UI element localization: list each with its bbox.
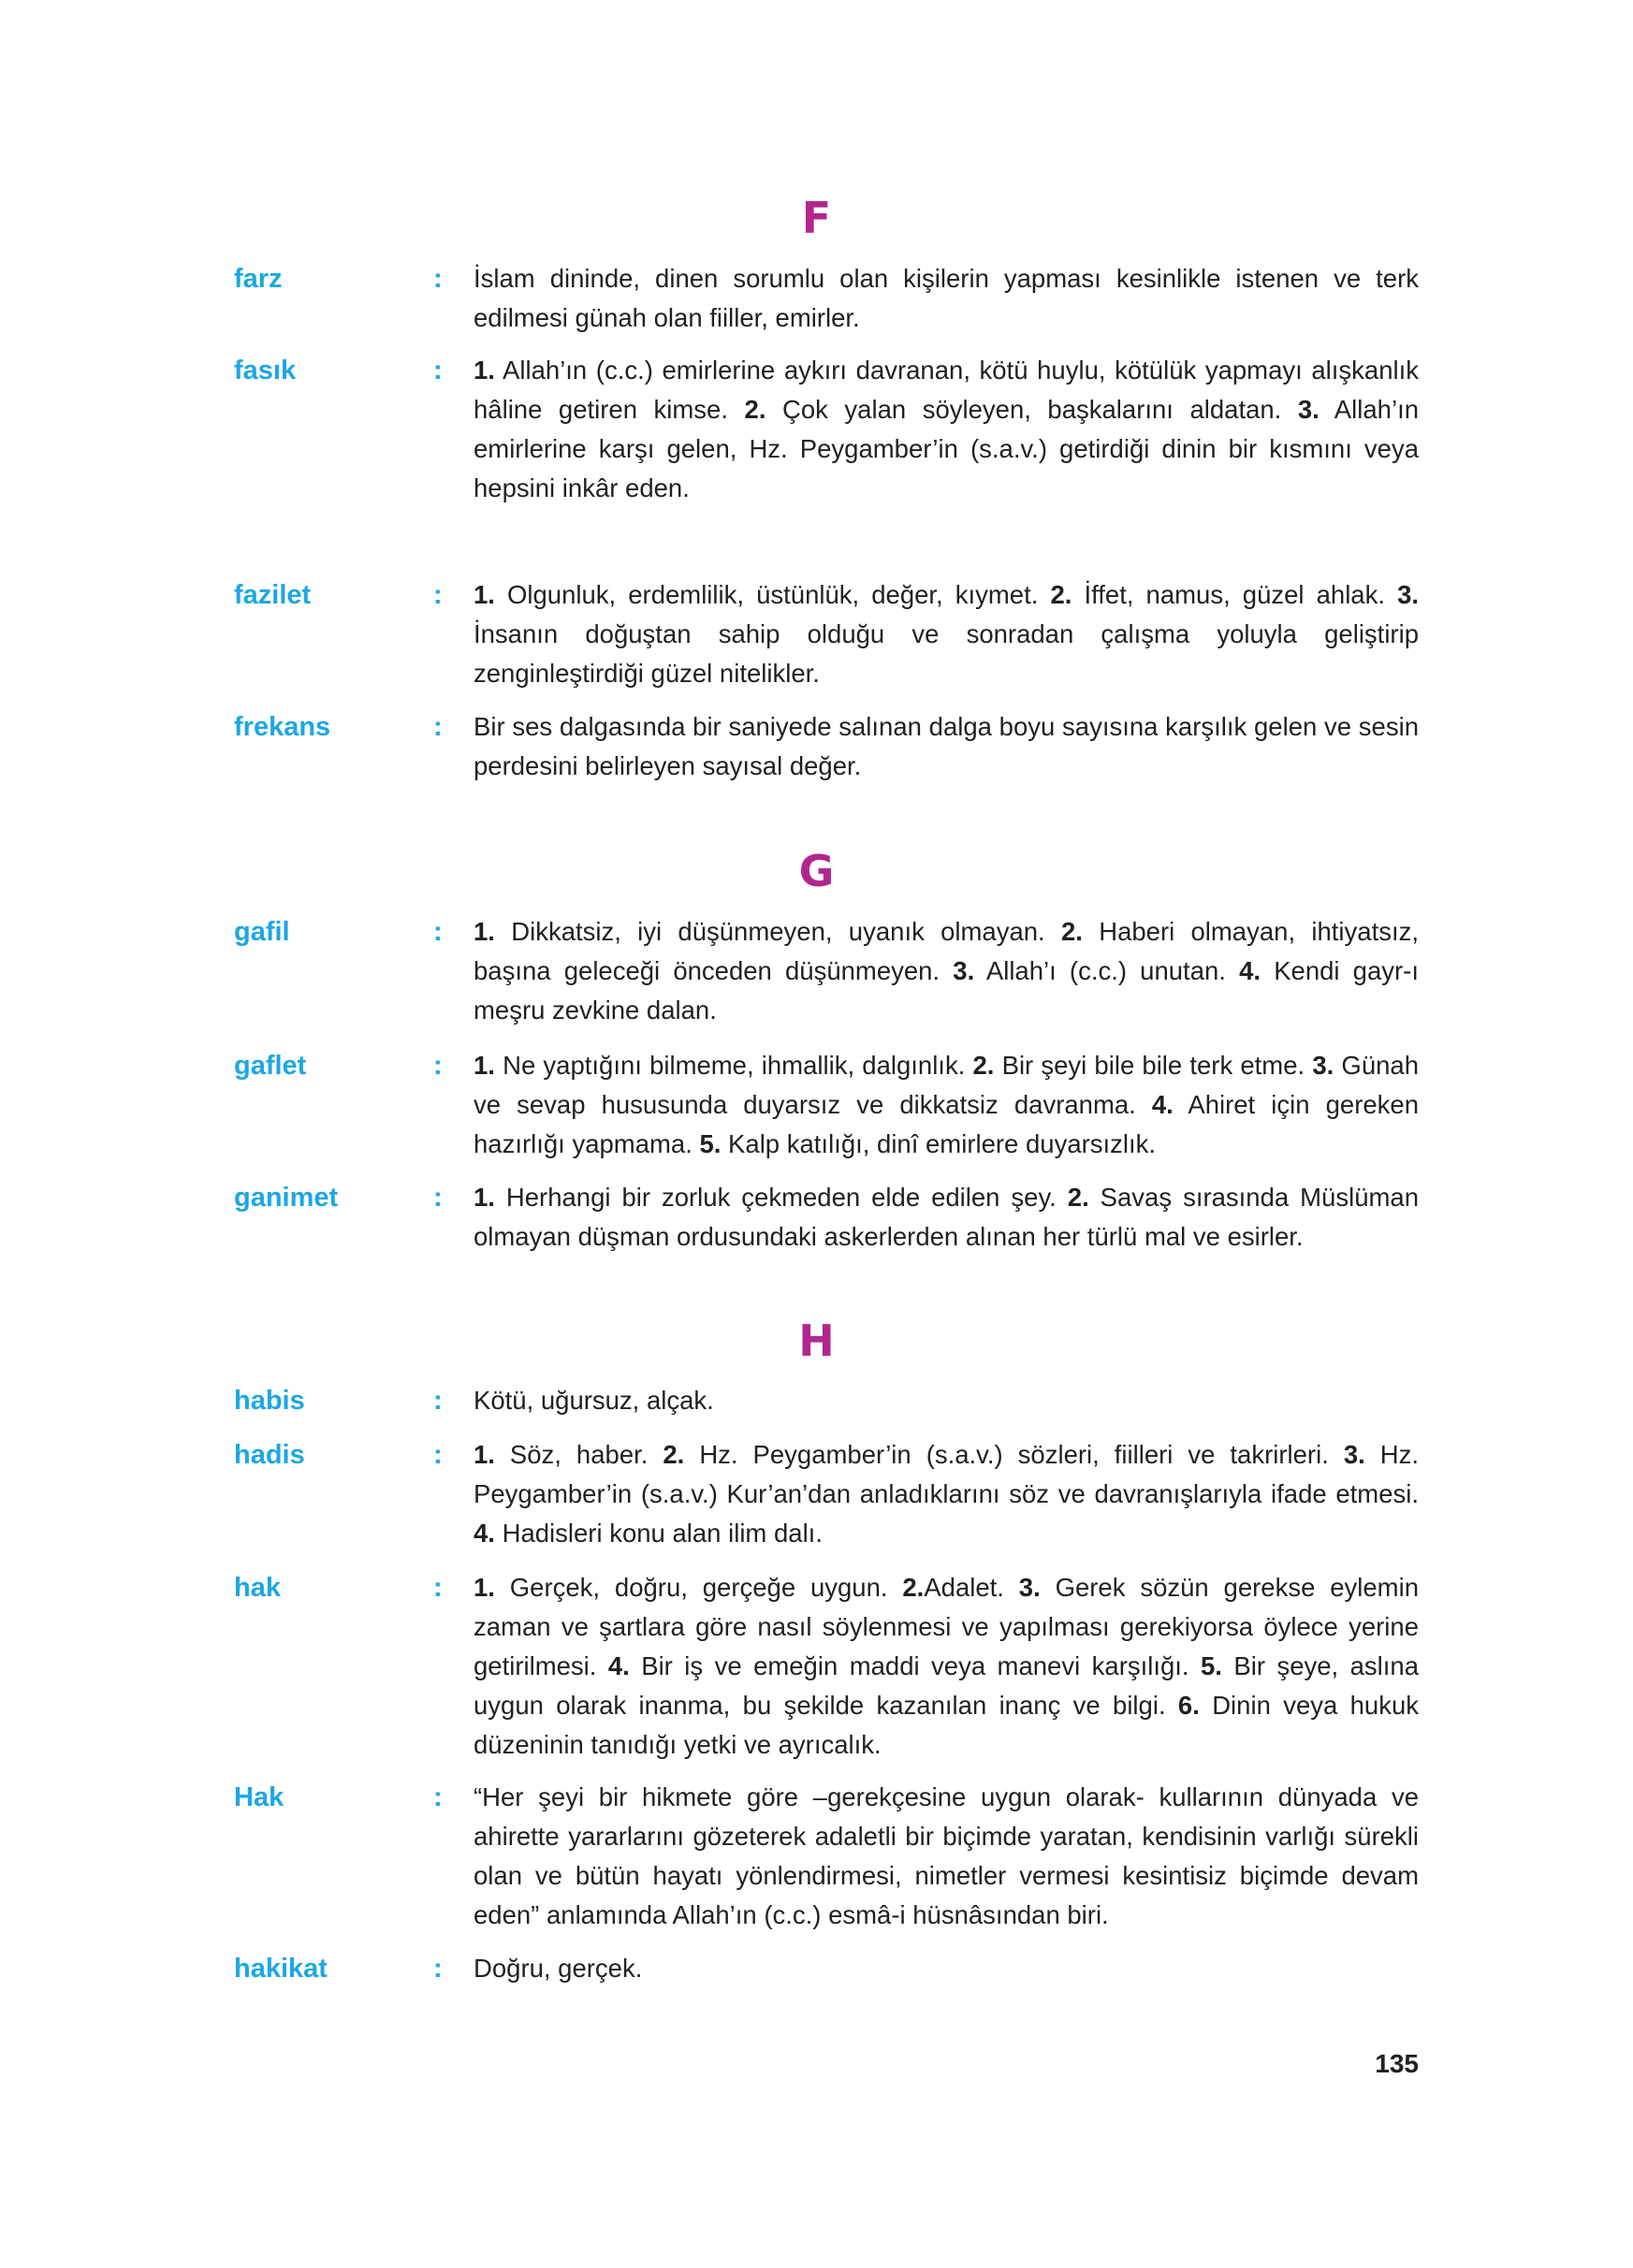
definition-item-number: 1.: [474, 356, 495, 385]
entry-term: hakikat: [234, 1954, 328, 1984]
entry-term: frekans: [234, 712, 331, 742]
entry-term: ganimet: [234, 1183, 339, 1213]
definition-item-number: 3.: [1343, 1440, 1365, 1469]
definition-item-number: 2.: [1060, 917, 1083, 946]
definition-item-number: 1.: [474, 1573, 495, 1602]
definition-item-number: 3.: [1018, 1573, 1041, 1602]
definition-item-number: 4.: [607, 1651, 630, 1680]
entry-definition: Doğru, gerçek.: [474, 1954, 643, 1983]
entry-definition: 1. Allah’ın (c.c.) emirlerine aykırı davranan, kötü huylu, kötülük yapmayı alışkanlık hâline getiren kimse. 2. Çok yalan söyleyen, başkalarını aldatan. 3. Allah’ın emirlerine karşı gelen, Hz. Peygamber’in (s.a.v.) getirdiği dinin bir kısmını veya hepsini inkâr eden.: [474, 356, 1420, 502]
entry-definition: 1. Gerçek, doğru, gerçeğe uygun. 2.Adalet. 3. Gerek sözün gerekse eylemin zaman ve şartlara göre nasıl söylenmesi ve yapılması gerekiyorsa öylece yerine getirilmesi. 4. Bir iş ve emeğin maddi veya manevi karşılığı. 5. Bir şeye, aslına uygun olarak inanma, bu şekilde kazanılan inanç ve bilgi. 6. Dinin veya hukuk düzeninin tanıdığı yetki ve ayrıcalık.: [474, 1573, 1419, 1759]
definition-item-number: 3.: [1397, 580, 1419, 609]
entry-definition: 1. Söz, haber. 2. Hz. Peygamber’in (s.a.v.) sözleri, fiilleri ve takrirleri. 3. Hz. Peygamber’in (s.a.v.) Kur’an’dan anladıklarını söz ve davranışlarıyla ifade etmesi. 4. Hadisleri konu alan ilim dalı.: [474, 1440, 1420, 1548]
entry-separator: :: [433, 1573, 443, 1603]
entry-definition: “Her şeyi bir hikmete göre –gerekçesine uygun olarak- kullarının dünyada ve ahirette yararlarını gözeterek adaletli bir biçimde yaratan, kendisinin varlığı sürekli olan ve bütün hayatı yönlendirmesi, nimetler vermesi kesintisiz biçimde devam eden” anlamında Allah’ın (c.c.) esmâ-i hüsnâsından biri.: [474, 1782, 1419, 1929]
definition-item-number: 4.: [1239, 956, 1261, 985]
entry-definition: 1. Ne yaptığını bilmeme, ihmallik, dalgınlık. 2. Bir şeyi bile bile terk etme. 3. Günah ve sevap hususunda duyarsız ve dikkatsiz davranma. 4. Ahiret için gereken hazırlığı yapmama. 5. Kalp katılığı, dinî emirlere duyarsızlık.: [474, 1051, 1419, 1158]
definition-item-number: 2.: [1050, 580, 1072, 609]
entry-definition: İslam dininde, dinen sorumlu olan kişilerin yapması kesinlikle istenen ve terk edilmesi günah olan fiiller, emirler.: [474, 264, 1419, 332]
entry-definition: Bir ses dalgasında bir saniyede salınan dalga boyu sayısına karşılık gelen ve sesin perdesini belirleyen sayısal değer.: [474, 712, 1419, 780]
entry-term: hak: [234, 1573, 281, 1603]
definition-item-number: 5.: [1201, 1651, 1222, 1680]
entry-definition: 1. Herhangi bir zorluk çekmeden elde edilen şey. 2. Savaş sırasında Müslüman olmayan düşman ordusundaki askerlerden alınan her türlü mal ve esirler.: [474, 1183, 1419, 1251]
definition-item-number: 3.: [953, 956, 975, 985]
entry-separator: :: [433, 1954, 443, 1984]
entry-separator: :: [433, 917, 443, 947]
entry-separator: :: [433, 1183, 443, 1213]
entry-term: Hak: [234, 1782, 284, 1812]
definition-item-number: 3.: [1297, 395, 1320, 424]
section-letter-f: F: [801, 193, 832, 243]
entry-definition: 1. Dikkatsiz, iyi düşünmeyen, uyanık olmayan. 2. Haberi olmayan, ihtiyatsız, başına geleceği önceden düşünmeyen. 3. Allah’ı (c.c.) unutan. 4. Kendi gayr-ı meşru zevkine dalan.: [474, 917, 1419, 1025]
definition-item-number: 2.: [744, 395, 766, 424]
section-letter-g: G: [798, 846, 835, 896]
definition-item-number: 1.: [474, 1051, 495, 1080]
definition-item-number: 1.: [474, 580, 495, 609]
entry-term: gafil: [234, 917, 290, 947]
definition-item-number: 2.: [972, 1051, 995, 1080]
entry-definition: Kötü, uğursuz, alçak.: [474, 1386, 714, 1415]
definition-item-number: 4.: [1151, 1090, 1174, 1119]
definition-item-number: 1.: [474, 1440, 495, 1469]
entry-term: habis: [234, 1386, 305, 1416]
entry-term: gaflet: [234, 1051, 307, 1081]
entry-separator: :: [433, 1440, 443, 1470]
entry-separator: :: [433, 1782, 443, 1812]
section-letter-h: H: [798, 1316, 835, 1366]
entry-term: fasık: [234, 356, 297, 385]
definition-item-number: 2.: [1067, 1183, 1089, 1212]
page-number: 135: [1375, 2049, 1419, 2078]
definition-item-number: 3.: [1312, 1051, 1334, 1080]
entry-term: farz: [234, 264, 283, 294]
entry-term: fazilet: [234, 580, 312, 610]
entry-separator: :: [433, 580, 443, 610]
entry-separator: :: [433, 712, 443, 742]
entry-separator: :: [433, 1051, 443, 1081]
entry-term: hadis: [234, 1440, 305, 1470]
entry-separator: :: [433, 356, 443, 385]
definition-item-number: 2.: [663, 1440, 685, 1469]
entry-separator: :: [433, 264, 443, 294]
definition-item-number: 1.: [474, 1183, 495, 1212]
entry-separator: :: [433, 1386, 443, 1416]
entry-definition: 1. Olgunluk, erdemlilik, üstünlük, değer, kıymet. 2. İffet, namus, güzel ahlak. 3. İnsanın doğuştan sahip olduğu ve sonradan çalışma yoluyla geliştirip zenginleştirdiği güzel nitelikler.: [474, 580, 1419, 688]
definition-item-number: 2.: [902, 1573, 925, 1602]
definition-item-number: 5.: [699, 1129, 722, 1158]
definition-item-number: 1.: [474, 917, 495, 946]
definition-item-number: 6.: [1177, 1691, 1200, 1720]
definition-item-number: 4.: [474, 1519, 495, 1548]
